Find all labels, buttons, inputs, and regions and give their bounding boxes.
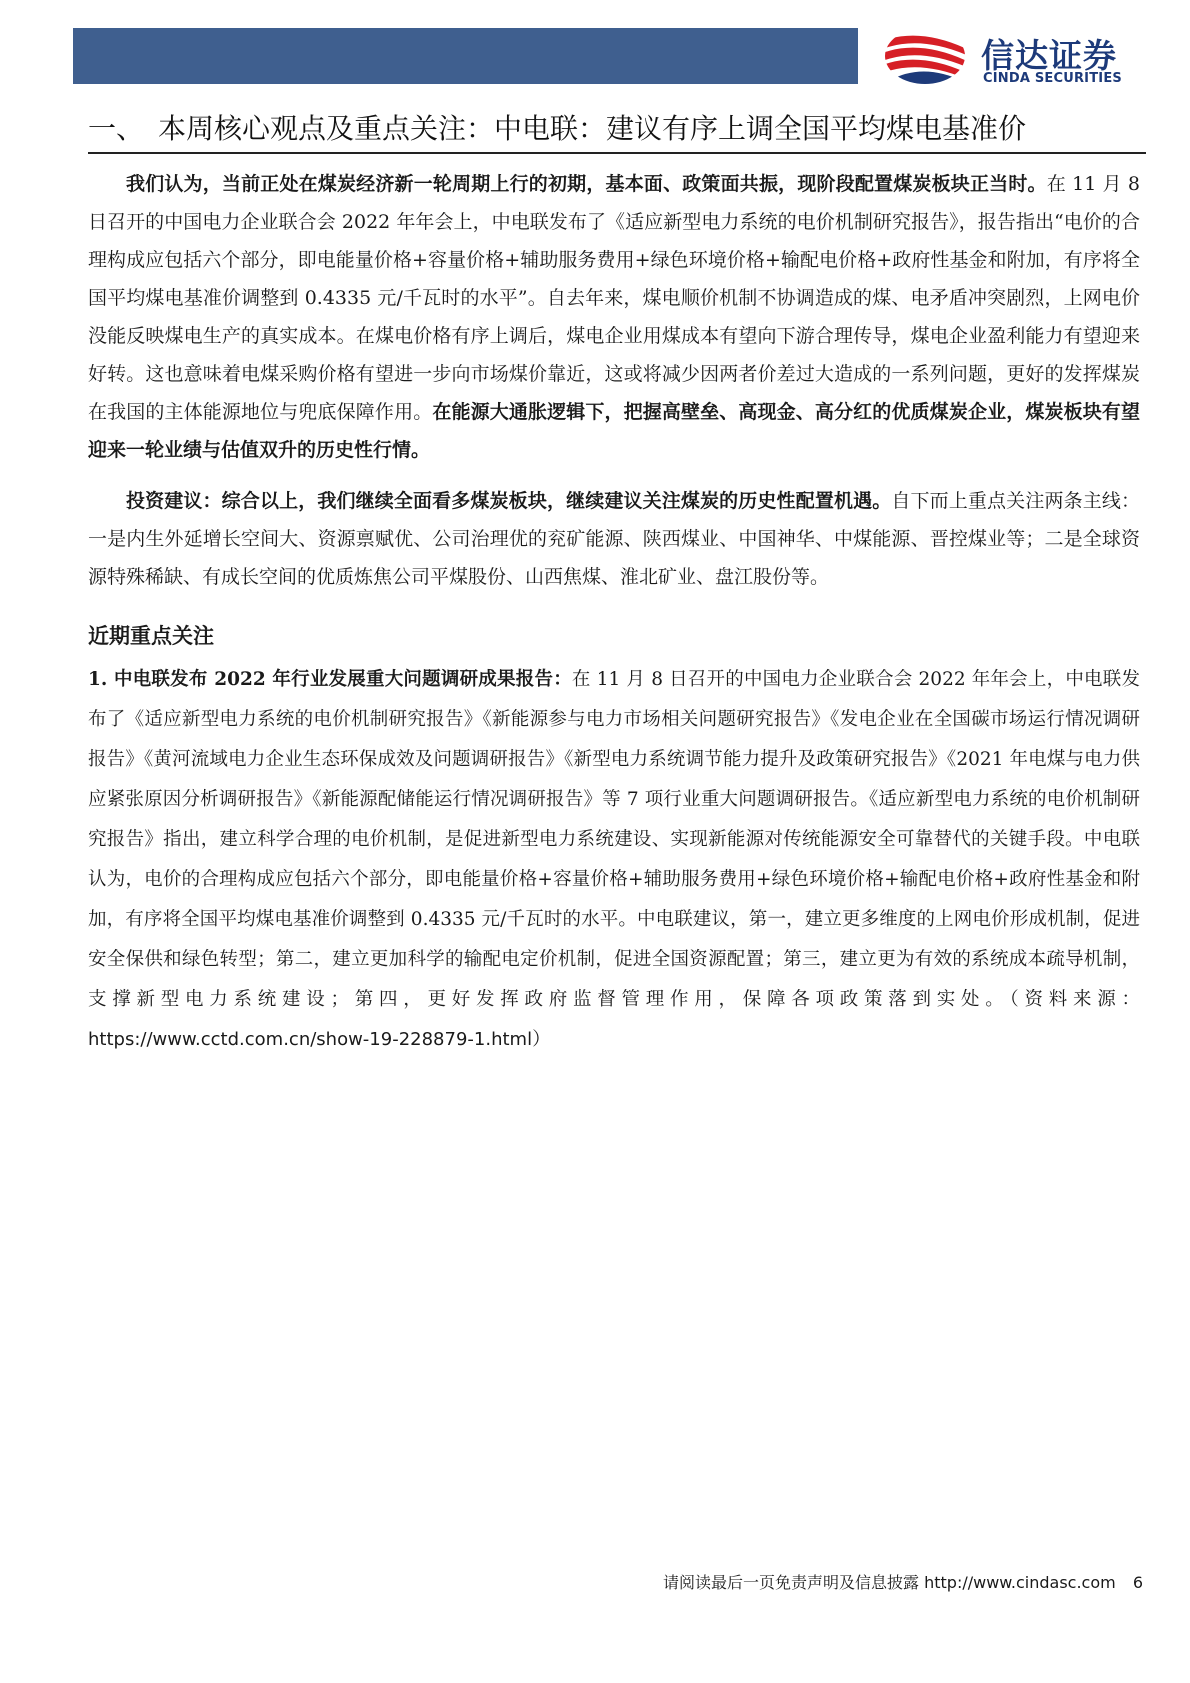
core-view-body: 在 11 月 8 日召开的中国电力企业联合会 2022 年年会上，中电联发布了《适应新型电力系统的电价机制研究报告》，报告指出“电价的合理构成应包括六个部分，即电能量价格+容量价格+辅助服务费用+绿色环境价格+输配电价格+政府性基金和附加，有序将全国平均煤电基准价调整到 0.4335 元/千瓦时的水平”。自去年来，煤电顺价机制不协调造成的煤、电矛盾冲突剧烈，上网电价没能反映煤电生产的真实成本。在煤电价格有序上调后，煤电企业用煤成本有望向下游合理传导，煤电企业盈利能力有望迎来好转。这也意味着电煤采购价格有望进一步向市场煤价靠近，这或将减少因两者价差过大造成的一系列问题，更好的发挥煤炭在我国的主体能源地位与兜底保障作用。 (88, 173, 1140, 423)
recent-focus-heading: 近期重点关注 (88, 624, 214, 648)
header-bar (73, 28, 858, 84)
section-title-text: 本周核心观点及重点关注：中电联：建议有序上调全国平均煤电基准价 (158, 112, 1027, 145)
investment-advice-paragraph (88, 482, 1140, 596)
logo-english-text: CINDA SECURITIES (983, 71, 1122, 86)
footer-disclaimer: 请阅读最后一页免责声明及信息披露 (662, 1573, 919, 1592)
core-view-paragraph (88, 165, 1140, 469)
logo-chinese-text: 信达证券 (981, 36, 1117, 75)
focus-item-label: 1. 中电联发布 2022 年行业发展重大问题调研成果报告： (88, 669, 572, 690)
page-footer (0, 1570, 1143, 1593)
focus-item-paragraph (88, 660, 1140, 1060)
cinda-logo (873, 22, 1173, 92)
section-number: 一、 (88, 112, 145, 145)
investment-advice-lead: 投资建议：综合以上，我们继续全面看多煤炭板块，继续建议关注煤炭的历史性配置机遇。 (126, 490, 892, 512)
page-number: 6 (1132, 1573, 1143, 1592)
focus-item-body: 在 11 月 8 日召开的中国电力企业联合会 2022 年年会上，中电联发布了《适应新型电力系统的电价机制研究报告》《新能源参与电力市场相关问题研究报告》《发电企业在全国碳市场运行情况调研报告》《黄河流域电力企业生态环保成效及问题调研报告》《新型电力系统调节能力提升及政策研究报告》《2021 年电煤与电力供应紧张原因分析调研报告》《新能源配储能运行情况调研报告》等 7 项行业重大问题调研报告。《适应新型电力系统的电价机制研究报告》指出，建立科学合理的电价机制，是促进新型电力系统建设、实现新能源对传统能源安全可靠替代的关键手段。中电联认为，电价的合理构成应包括六个部分，即电能量价格+容量价格+辅助服务费用+绿色环境价格+输配电价格+政府性基金和附加，有序将全国平均煤电基准价调整到 0.4335 元/千瓦时的水平。中电联建议，第一，建立更多维度的上网电价形成机制，促进安全保供和绿色转型；第二，建立更加科学的输配电定价机制，促进全国资源配置；第三，建立更为有效的系统成本疏导机制，支撑新型电力系统建设；第四，更好发挥政府监督管理作用，保障各项政策落到实处。（资料来源： (88, 669, 1140, 1010)
section-title (88, 108, 1146, 154)
core-view-conclusion: 在能源大通胀逻辑下，把握高壁垒、高现金、高分红的优质煤炭企业，煤炭板块有望迎来一轮业绩与估值双升的历史性行情。 (88, 401, 1140, 461)
footer-website-link[interactable]: http://www.cindasc.com (924, 1573, 1116, 1592)
focus-item-close: ） (532, 1029, 551, 1050)
core-view-lead: 我们认为，当前正处在煤炭经济新一轮周期上行的初期，基本面、政策面共振，现阶段配置煤炭板块正当时。 (126, 173, 1047, 195)
cinda-logo-mark-icon (873, 22, 977, 88)
source-link[interactable]: https://www.cctd.com.cn/show-19-228879-1.html (88, 1029, 533, 1050)
investment-advice-body: 自下而上重点关注两条主线：一是内生外延增长空间大、资源禀赋优、公司治理优的兖矿能源、陕西煤业、中国神华、中煤能源、晋控煤业等；二是全球资源特殊稀缺、有成长空间的优质炼焦公司平煤股份、山西焦煤、淮北矿业、盘江股份等。 (88, 490, 1140, 588)
